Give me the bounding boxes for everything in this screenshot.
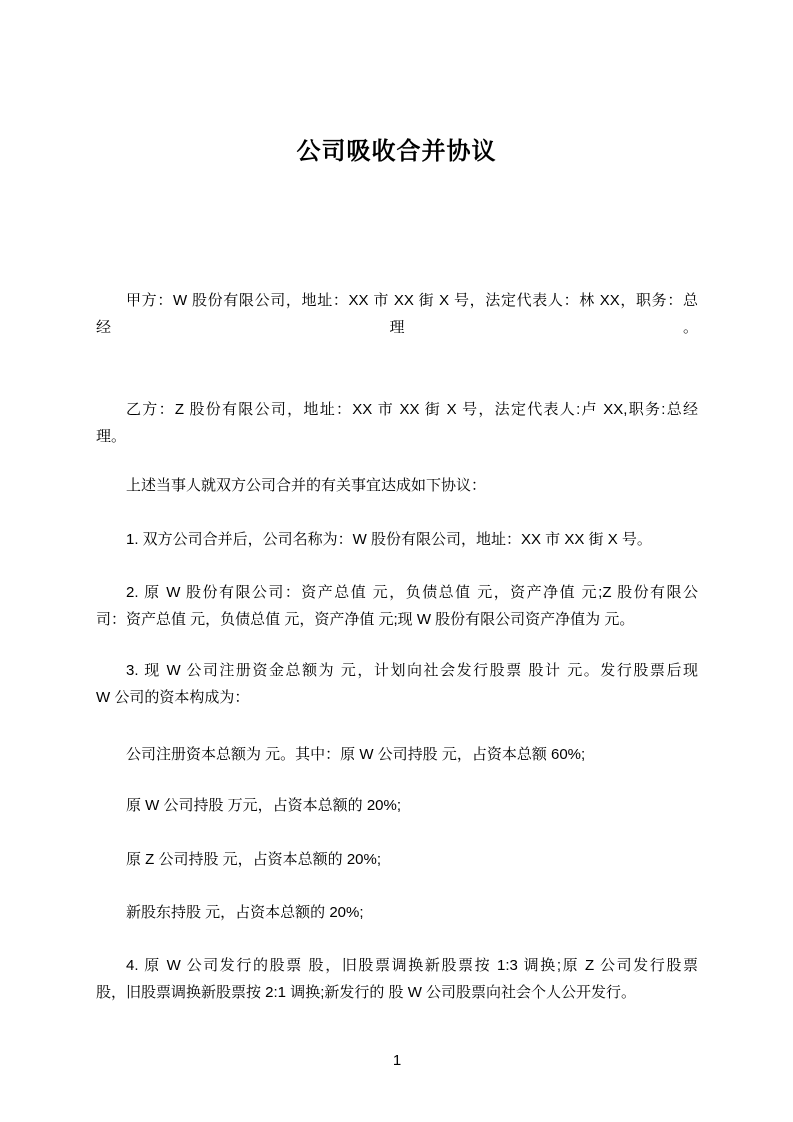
text-line-distributed xyxy=(96,314,698,341)
document-body xyxy=(96,287,698,1074)
text-line: 4. 原 W 公司发行的股票 股，旧股票调换新股票按 1:3 调换;原 Z 公司发行股票 xyxy=(126,957,698,974)
paragraph-holding-new xyxy=(96,899,698,926)
text-line: 1. 双方公司合并后，公司名称为：W 股份有限公司，地址：XX 市 XX 街 X 号。 xyxy=(126,531,652,548)
distributed-token: 。 xyxy=(682,319,698,336)
paragraph-clause-1 xyxy=(96,526,698,553)
paragraph-holding-w xyxy=(96,792,698,819)
text-line: 原 W 公司持股 万元，占资本总额的 20%; xyxy=(126,797,402,814)
document-title: 公司吸收合并协议 xyxy=(296,138,497,165)
paragraph-clause-3 xyxy=(96,657,698,711)
text-line: 甲方：W 股份有限公司，地址：XX 市 XX 街 X 号，法定代表人：林 XX，职务：总 xyxy=(126,292,698,309)
text-line: 2. 原 W 股份有限公司：资产总值 元，负债总值 元，资产净值 元;Z 股份有限公 xyxy=(126,584,698,601)
paragraph-preamble xyxy=(96,472,698,499)
paragraph-party-b xyxy=(96,396,698,450)
text-line: 新股东持股 元，占资本总额的 20%; xyxy=(126,904,364,921)
text-line: 原 Z 公司持股 元，占资本总额的 20%; xyxy=(126,851,382,868)
distributed-token: 经 xyxy=(96,319,112,336)
text-line: W 公司的资本构成为： xyxy=(96,689,250,706)
text-line: 司：资产总值 元，负债总值 元，资产净值 元;现 W 股份有限公司资产净值为 元。 xyxy=(96,611,635,628)
paragraph-capital-total xyxy=(96,741,698,768)
text-line: 股，旧股票调换新股票按 2:1 调换;新发行的 股 W 公司股票向社会个人公开发行。 xyxy=(96,984,637,1001)
distributed-token: 理 xyxy=(389,319,405,336)
paragraph-clause-2 xyxy=(96,579,698,633)
text-line: 乙方：Z 股份有限公司，地址：XX 市 XX 街 X 号，法定代表人:卢 XX,职务:总经 xyxy=(126,401,698,418)
paragraph-holding-z xyxy=(96,846,698,873)
text-line: 理。 xyxy=(96,428,127,445)
paragraph-clause-4 xyxy=(96,952,698,1006)
page-number: 1 xyxy=(392,1052,402,1069)
paragraph-party-a xyxy=(96,287,698,341)
text-line: 上述当事人就双方公司合并的有关事宜达成如下协议： xyxy=(126,477,487,494)
text-line: 3. 现 W 公司注册资金总额为 元，计划向社会发行股票 股计 元。发行股票后现 xyxy=(126,662,698,679)
text-line: 公司注册资本总额为 元。其中：原 W 公司持股 元，占资本总额 60%; xyxy=(126,746,586,763)
